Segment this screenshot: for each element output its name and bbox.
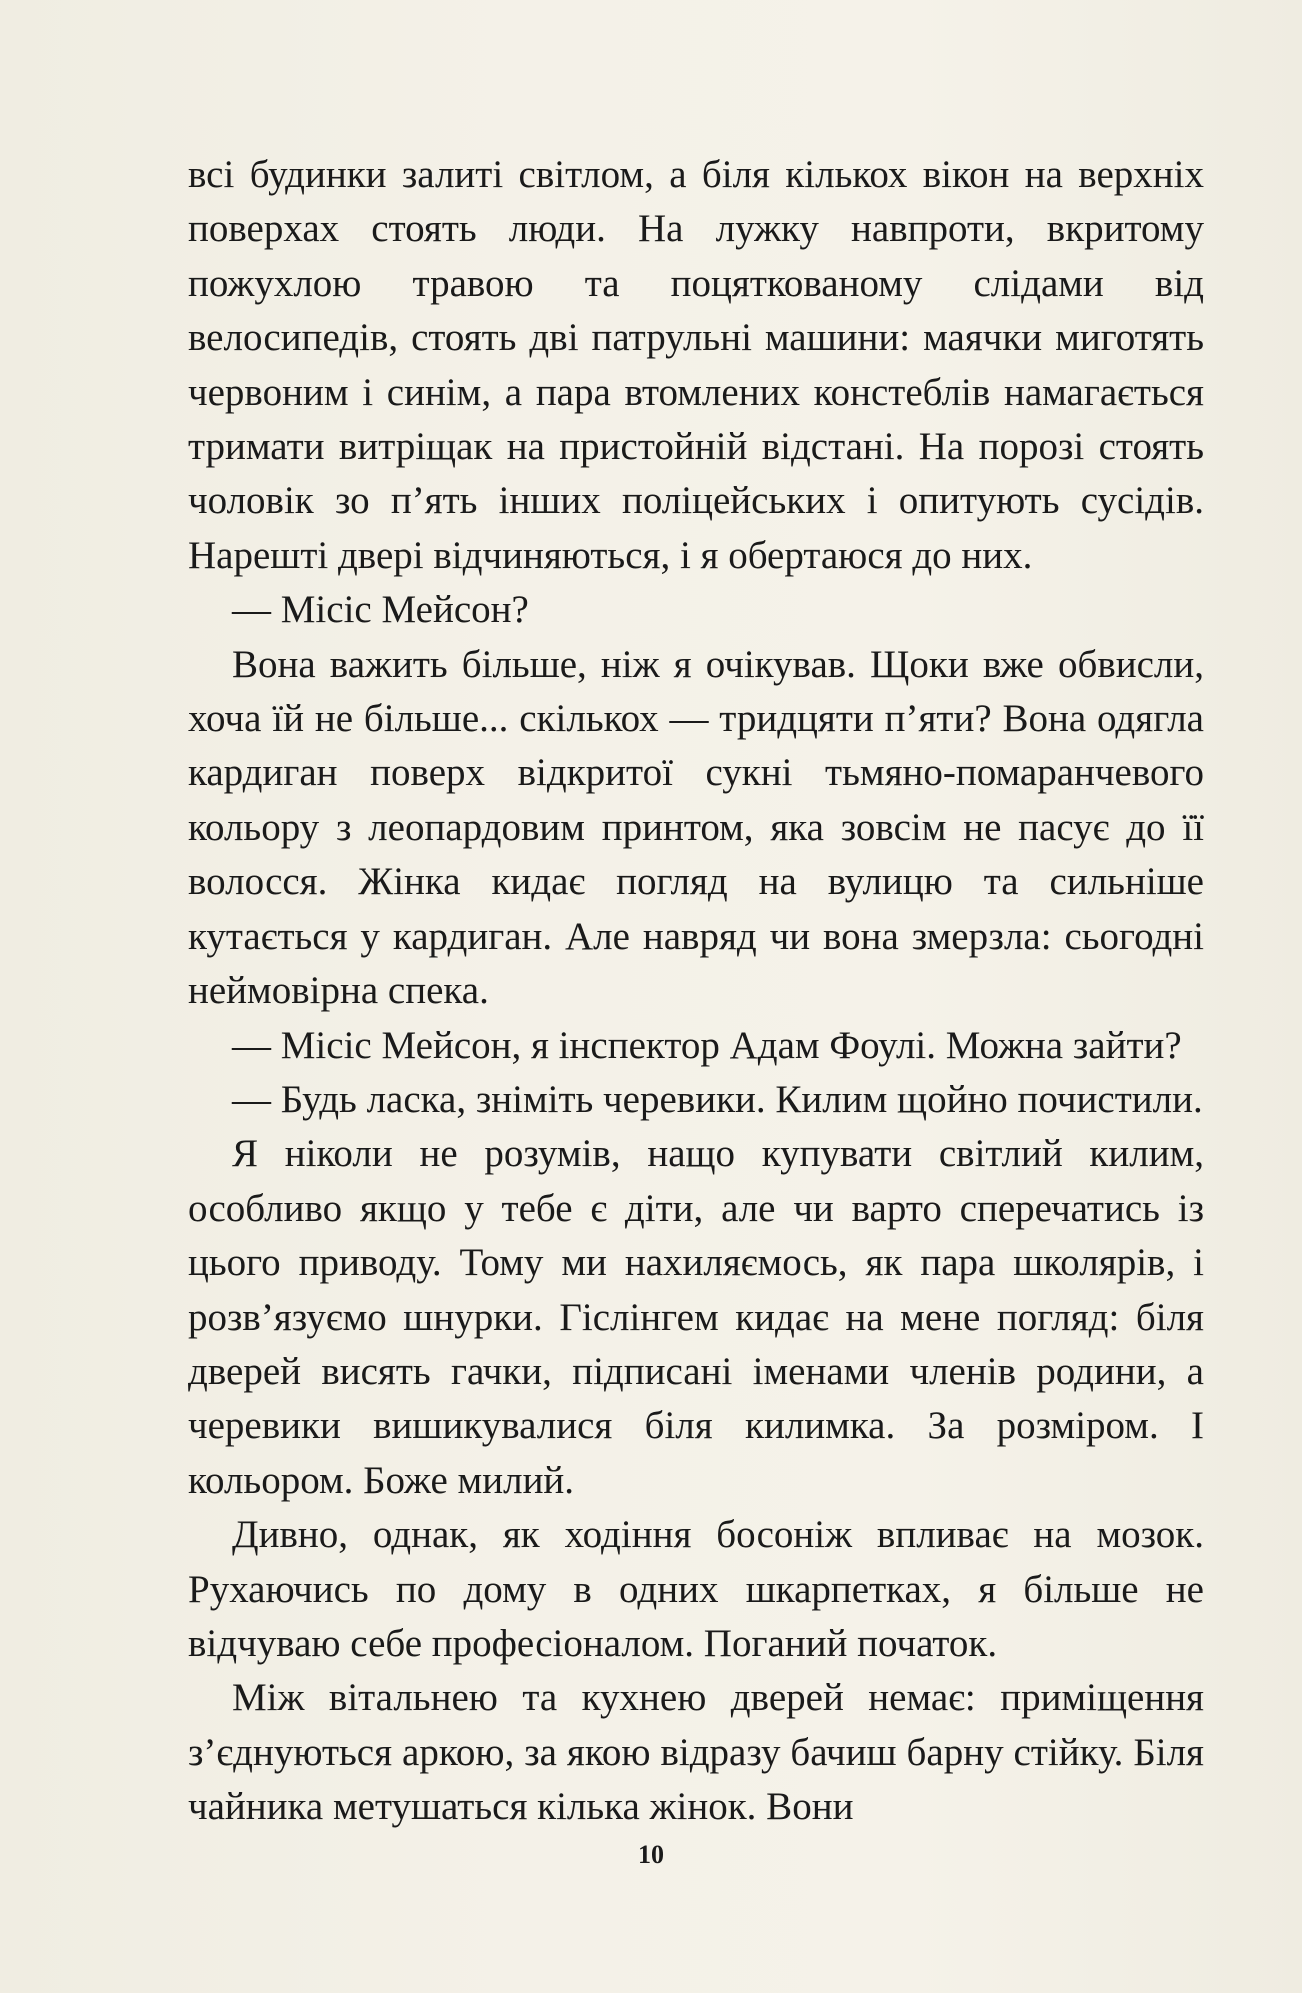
paragraph: — Місіс Мейсон, я інспектор Адам Фоулі. Можна зайти? [232, 1023, 1182, 1067]
paragraph: Дивно, однак, як ходіння босоніж впливає на мозок. Рухаючись по дому в одних шкарпетках, я більше не відчуваю себе професіоналом. Поганий початок. [188, 1513, 1204, 1665]
paragraph: — Місіс Мейсон? [232, 588, 529, 632]
paragraph: Я ніколи не розумів, нащо купувати світлий килим, особливо якщо у тебе є діти, але чи варто сперечатись із цього приводу. Тому ми нахиляємось, як пара школярів, і розв’язуємо шнурки. Гіслінгем кидає на мене погляд: біля дверей висять гачки, підписані іменами членів родини, а черевики вишикувалися біля килимка. За розміром. І кольором. Боже милий. [188, 1132, 1204, 1502]
body-text [188, 148, 1204, 1835]
paragraph-continued: Між вітальнею та кухнею дверей немає: приміщення з’єднуються аркою, за якою відразу бачиш барну стійку. Біля чайника метушаться кілька жінок. Вони [188, 1676, 1204, 1829]
paragraph: всі будинки залиті світлом, а біля кількох вікон на верхніх поверхах стоять люди. На лужку навпроти, вкритому пожухлою травою та поцяткованому слідами від велосипедів, стоять дві патрульні машини: маячки миготять червоним і синім, а пара втомлених констеблів намагається тримати витріщак на пристойній відстані. На порозі стоять чоловік зо п’ять інших поліцейських і опитують сусідів. Нарешті двері відчиняються, і я обертаюся до них. [188, 153, 1204, 577]
page-number: 10 [638, 1840, 664, 1869]
paragraph: — Будь ласка, зніміть черевики. Килим щойно почистили. [232, 1077, 1203, 1121]
paragraph: Вона важить більше, ніж я очікував. Щоки вже обвисли, хоча їй не більше... скількох — тридцяти п’яти? Вона одягла кардиган поверх відкритої сукні тьмяно-помаранчевого кольору з леопардовим принтом, яка зовсім не пасує до її волосся. Жінка кидає погляд на вулицю та сильніше кутається у кардиган. Але навряд чи вона змерзла: сьогодні неймовірна спека. [188, 642, 1204, 1013]
